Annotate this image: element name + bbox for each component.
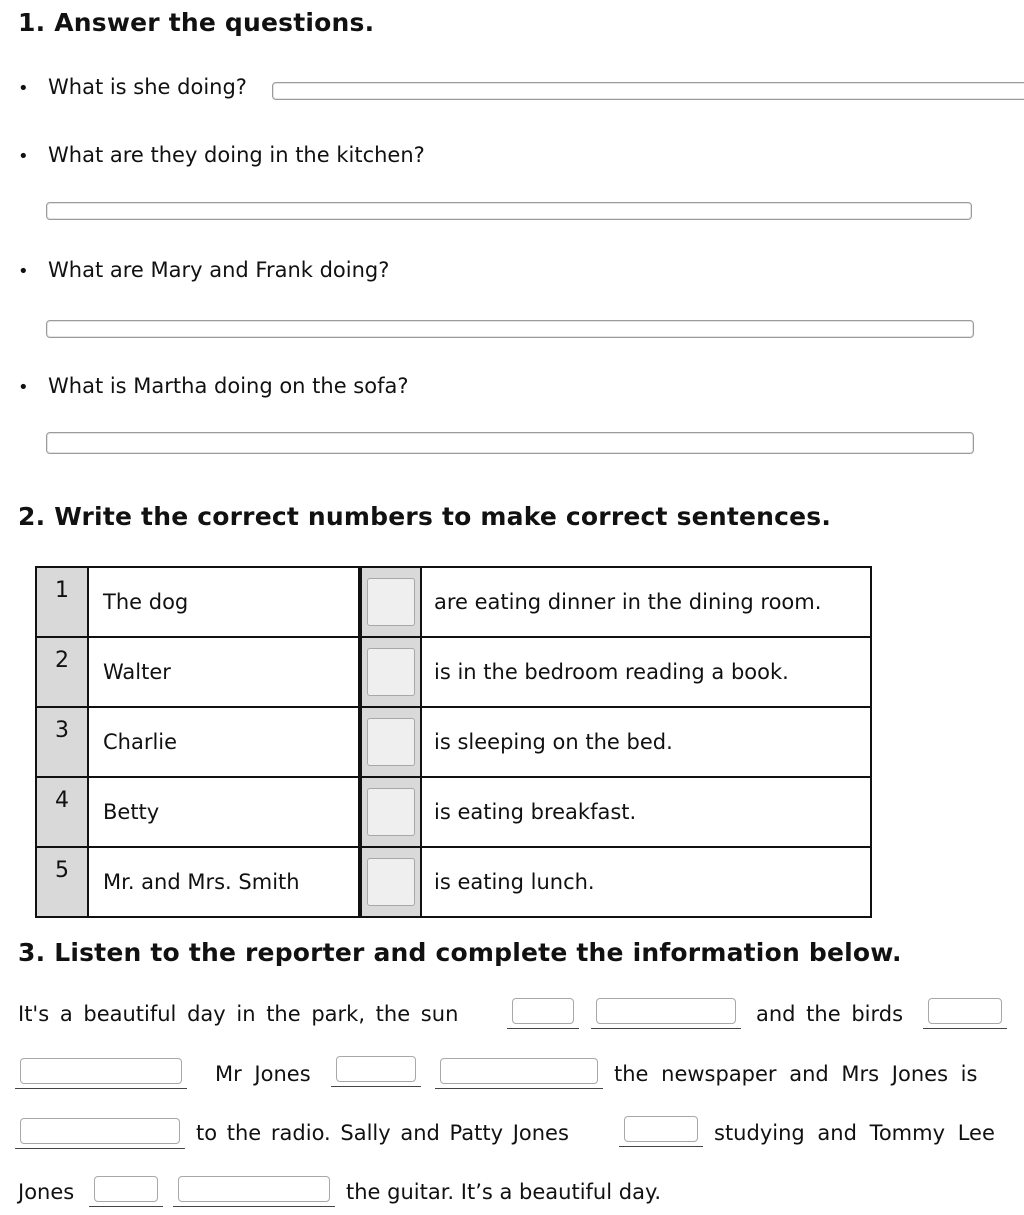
answer-number-box[interactable] (367, 788, 415, 836)
question-4 (18, 374, 409, 398)
row-predicate: is sleeping on the bed. (421, 707, 871, 777)
table-row (36, 707, 871, 777)
answer-number-box[interactable] (367, 858, 415, 906)
passage-text-5: to the radio. Sally and Patty Jones (196, 1121, 569, 1145)
blank-gap[interactable] (440, 1058, 598, 1084)
row-subject: The dog (88, 567, 360, 637)
passage-text-3: Mr Jones (215, 1062, 311, 1086)
section1-heading: 1. Answer the questions. (18, 8, 375, 37)
answer-number-box[interactable] (367, 648, 415, 696)
row-subject: Charlie (88, 707, 360, 777)
question-2-text: What are they doing in the kitchen? (48, 143, 425, 167)
row-predicate: is eating breakfast. (421, 777, 871, 847)
answer-field-3[interactable] (46, 320, 974, 338)
bullet-icon: • (18, 261, 29, 282)
question-3 (18, 258, 389, 282)
answer-field-2[interactable] (46, 202, 972, 220)
question-2 (18, 143, 425, 167)
table-row (36, 777, 871, 847)
blank-gap[interactable] (512, 998, 574, 1024)
row-number: 2 (36, 637, 88, 707)
answer-field-1[interactable] (272, 82, 1024, 100)
answer-field-4[interactable] (46, 432, 974, 454)
table-row (36, 637, 871, 707)
question-1-text: What is she doing? (48, 75, 247, 99)
blank-gap[interactable] (20, 1118, 180, 1144)
blank-gap[interactable] (928, 998, 1002, 1024)
table-row (36, 567, 871, 637)
passage-text-7: Jones (18, 1180, 75, 1204)
section3-heading: 3. Listen to the reporter and complete the information below. (18, 938, 902, 967)
row-subject: Mr. and Mrs. Smith (88, 847, 360, 917)
blank-gap[interactable] (20, 1058, 182, 1084)
row-predicate: is in the bedroom reading a book. (421, 637, 871, 707)
answer-number-box[interactable] (367, 578, 415, 626)
bullet-icon: • (18, 377, 29, 398)
table-row (36, 847, 871, 917)
blank-gap[interactable] (178, 1176, 330, 1202)
row-number: 1 (36, 567, 88, 637)
answer-number-box[interactable] (367, 718, 415, 766)
blank-gap[interactable] (94, 1176, 158, 1202)
section2-heading: 2. Write the correct numbers to make correct sentences. (18, 502, 832, 531)
row-number: 4 (36, 777, 88, 847)
question-3-text: What are Mary and Frank doing? (48, 258, 390, 282)
question-1 (18, 75, 247, 99)
bullet-icon: • (18, 146, 29, 167)
bullet-icon: • (18, 78, 29, 99)
passage-text-6: studying and Tommy Lee (714, 1121, 995, 1145)
question-4-text: What is Martha doing on the sofa? (48, 374, 409, 398)
row-subject: Betty (88, 777, 360, 847)
passage-text-1: It's a beautiful day in the park, the sun (18, 1002, 459, 1026)
row-subject: Walter (88, 637, 360, 707)
passage-text-8: the guitar. It’s a beautiful day. (346, 1180, 662, 1204)
passage-text-2: and the birds (756, 1002, 904, 1026)
matching-table (35, 566, 872, 918)
row-number: 3 (36, 707, 88, 777)
row-predicate: are eating dinner in the dining room. (421, 567, 871, 637)
row-predicate: is eating lunch. (421, 847, 871, 917)
passage-text-4: the newspaper and Mrs Jones is (614, 1062, 978, 1086)
blank-gap[interactable] (336, 1056, 416, 1082)
row-number: 5 (36, 847, 88, 917)
blank-gap[interactable] (596, 998, 736, 1024)
blank-gap[interactable] (624, 1116, 698, 1142)
